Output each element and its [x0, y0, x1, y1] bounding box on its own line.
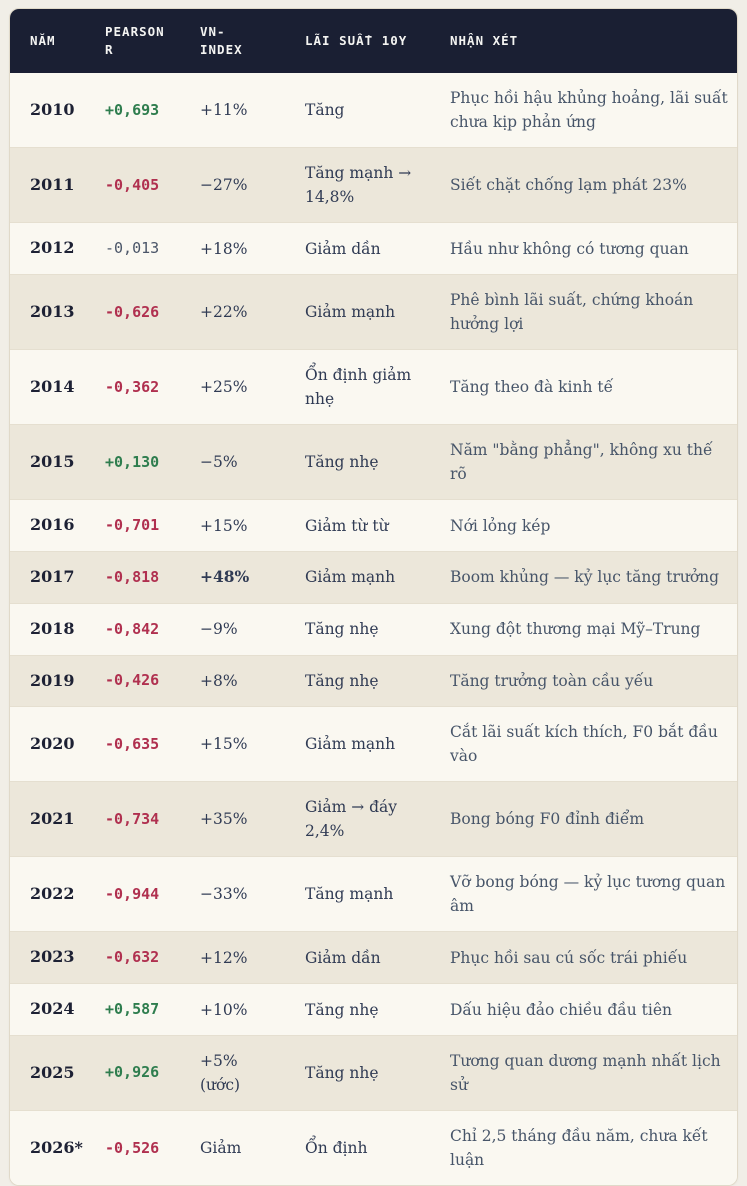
table-row: [10, 552, 737, 604]
table-row: [10, 857, 737, 932]
year-cell: 2016: [10, 500, 85, 552]
correlation-table-card: [9, 8, 738, 1186]
vnindex-cell: +11%: [200, 101, 248, 120]
pearson-cell: +0,587: [85, 984, 180, 1036]
column-header-year-label: NĂM: [30, 33, 56, 49]
note-cell: Tăng theo đà kinh tế: [430, 350, 737, 425]
year-cell: 2018: [10, 603, 85, 655]
rate-cell: Ổn định giảm nhẹ: [285, 350, 430, 425]
column-header-note-label: NHẬN XÉT: [450, 33, 519, 49]
year-cell: 2023: [10, 932, 85, 984]
table-row: [10, 275, 737, 350]
note-cell: Tăng trưởng toàn cầu yếu: [430, 655, 737, 707]
pearson-cell: -0,405: [85, 148, 180, 223]
table-row: [10, 148, 737, 223]
note-cell: Phục hồi sau cú sốc trái phiếu: [430, 932, 737, 984]
note-cell: Hầu như không có tương quan: [430, 223, 737, 275]
rate-cell: Tăng nhẹ: [285, 984, 430, 1036]
year-cell: 2019: [10, 655, 85, 707]
vnindex-cell: −5%: [180, 425, 285, 500]
rate-cell: Giảm → đáy 2,4%: [285, 782, 430, 857]
column-header-vnindex: [180, 9, 285, 73]
pearson-cell: -0,944: [85, 857, 180, 932]
column-header-rate10y: [285, 9, 430, 73]
pearson-cell: +0,693: [105, 100, 160, 119]
year-cell: 2012: [10, 223, 85, 275]
rate-cell: Giảm từ từ: [285, 500, 430, 552]
pearson-cell: -0,362: [85, 350, 180, 425]
rate-cell: Tăng nhẹ: [285, 425, 430, 500]
note-cell: Boom khủng — kỷ lục tăng trưởng: [430, 552, 737, 604]
table-row: [10, 932, 737, 984]
note-cell: Siết chặt chống lạm phát 23%: [430, 148, 737, 223]
note-cell: Tương quan dương mạnh nhất lịch sử: [430, 1036, 737, 1111]
note-cell: Xung đột thương mại Mỹ–Trung: [430, 603, 737, 655]
table-row: [10, 425, 737, 500]
table-row: [10, 500, 737, 552]
table-body: [10, 73, 737, 1185]
table-row: [10, 603, 737, 655]
table-row: [10, 984, 737, 1036]
pearson-cell: -0,842: [85, 603, 180, 655]
vnindex-cell: +22%: [180, 275, 285, 350]
pearson-cell: -0,818: [85, 552, 180, 604]
rate-cell: Tăng nhẹ: [285, 655, 430, 707]
vnindex-cell: Giảm: [180, 1111, 285, 1186]
year-cell: 2021: [10, 782, 85, 857]
rate-cell: Tăng mạnh → 14,8%: [285, 148, 430, 223]
table-row: [10, 223, 737, 275]
year-cell: 2022: [10, 857, 85, 932]
note-cell: Dấu hiệu đảo chiều đầu tiên: [430, 984, 737, 1036]
column-header-pearson-label: PEARSON R: [105, 24, 165, 58]
pearson-cell: +0,130: [85, 425, 180, 500]
note-cell: Vỡ bong bóng — kỷ lục tương quan âm: [430, 857, 737, 932]
table-header: [10, 9, 737, 73]
vnindex-cell: −27%: [180, 148, 285, 223]
vnindex-cell: +12%: [180, 932, 285, 984]
vnindex-cell: −33%: [180, 857, 285, 932]
pearson-cell: -0,526: [85, 1111, 180, 1186]
rate-cell: Tăng: [305, 101, 345, 120]
column-header-pearson: [85, 9, 180, 73]
year-cell: 2020: [10, 707, 85, 782]
note-cell: Nới lỏng kép: [430, 500, 737, 552]
vnindex-cell: +35%: [180, 782, 285, 857]
correlation-table: [10, 9, 737, 1185]
note-cell: Chỉ 2,5 tháng đầu năm, chưa kết luận: [430, 1111, 737, 1186]
rate-cell: Tăng mạnh: [285, 857, 430, 932]
vnindex-cell: +15%: [180, 707, 285, 782]
vnindex-cell: +18%: [180, 223, 285, 275]
rate-cell: Giảm mạnh: [285, 552, 430, 604]
rate-cell: Giảm dần: [285, 932, 430, 984]
year-cell: 2026*: [10, 1111, 85, 1186]
vnindex-cell: +8%: [180, 655, 285, 707]
column-header-rate10y-label: LÃI SUẤT 10Y: [305, 33, 408, 49]
header-row: [10, 9, 737, 73]
year-cell: 2024: [10, 984, 85, 1036]
table-row: [10, 1111, 737, 1186]
column-header-note: [430, 9, 737, 73]
pearson-cell: -0,632: [85, 932, 180, 984]
year-cell: 2017: [10, 552, 85, 604]
year-cell: 2025: [10, 1036, 85, 1111]
pearson-cell: -0,635: [85, 707, 180, 782]
vnindex-cell: +15%: [180, 500, 285, 552]
column-header-year: [10, 9, 85, 73]
rate-cell: Tăng nhẹ: [285, 603, 430, 655]
table-row: [10, 73, 737, 148]
rate-cell: Giảm mạnh: [285, 707, 430, 782]
pearson-cell: -0,426: [85, 655, 180, 707]
table-row: [10, 782, 737, 857]
pearson-cell: -0,701: [85, 500, 180, 552]
year-cell: 2014: [10, 350, 85, 425]
rate-cell: Tăng nhẹ: [285, 1036, 430, 1111]
vnindex-cell: +25%: [180, 350, 285, 425]
vnindex-cell: +48%: [180, 552, 285, 604]
table-row: [10, 350, 737, 425]
rate-cell: Giảm dần: [285, 223, 430, 275]
note-cell: Phục hồi hậu khủng hoảng, lãi suất chưa kịp phản ứng: [450, 89, 728, 132]
vnindex-cell: +5% (ước): [180, 1036, 285, 1111]
table-row: [10, 707, 737, 782]
note-cell: Cắt lãi suất kích thích, F0 bắt đầu vào: [430, 707, 737, 782]
table-row: [10, 1036, 737, 1111]
column-header-vnindex-label: VN-INDEX: [200, 24, 243, 58]
vnindex-cell: +10%: [180, 984, 285, 1036]
note-cell: Bong bóng F0 đỉnh điểm: [430, 782, 737, 857]
rate-cell: Giảm mạnh: [285, 275, 430, 350]
vnindex-cell: −9%: [180, 603, 285, 655]
year-cell: 2011: [10, 148, 85, 223]
pearson-cell: -0,734: [85, 782, 180, 857]
note-cell: Năm "bằng phẳng", không xu thế rõ: [430, 425, 737, 500]
year-cell: 2015: [10, 425, 85, 500]
pearson-cell: +0,926: [85, 1036, 180, 1111]
note-cell: Phê bình lãi suất, chứng khoán hưởng lợi: [430, 275, 737, 350]
year-cell: 2010: [30, 99, 75, 119]
pearson-cell: -0,626: [85, 275, 180, 350]
rate-cell: Ổn định: [285, 1111, 430, 1186]
pearson-cell: -0,013: [85, 223, 180, 275]
table-row: [10, 655, 737, 707]
year-cell: 2013: [10, 275, 85, 350]
